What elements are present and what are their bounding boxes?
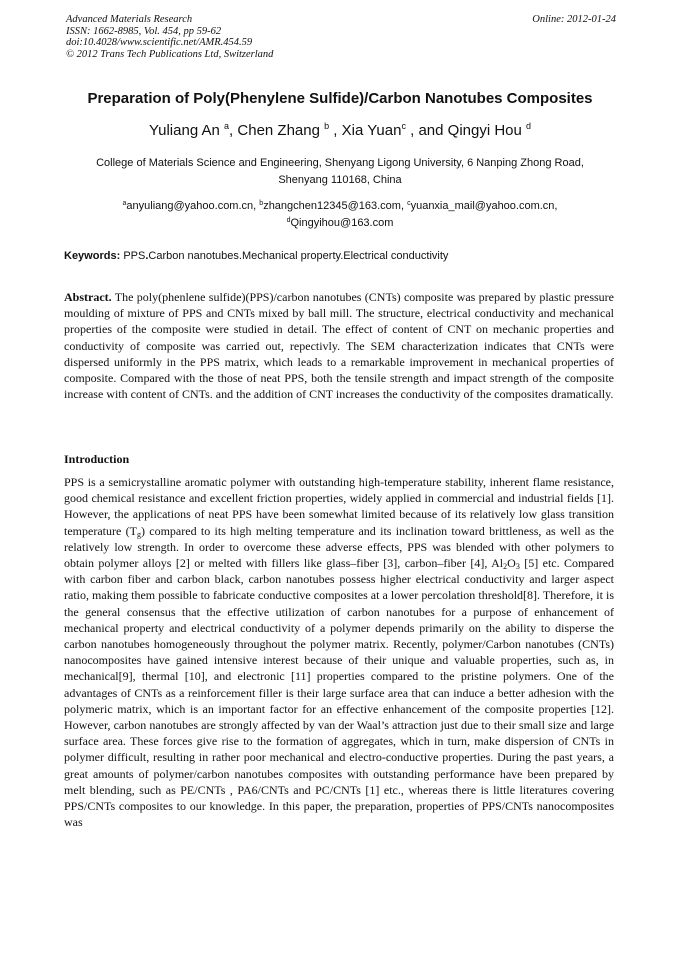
email-line bbox=[62, 214, 618, 231]
abstract-label: Abstract. bbox=[64, 290, 112, 304]
journal-header bbox=[66, 14, 616, 60]
email-mark: a bbox=[122, 200, 127, 207]
author-name: Chen Zhang bbox=[237, 122, 320, 139]
email-address: anyuliang@yahoo.com.cn, bbox=[126, 200, 257, 212]
al-subscript: 2 bbox=[503, 562, 508, 572]
email-line bbox=[62, 197, 618, 214]
email-mark: b bbox=[259, 200, 264, 207]
email-address: Qingyihou@163.com bbox=[290, 216, 394, 229]
keywords-label: Keywords: bbox=[64, 250, 121, 262]
journal-name: Advanced Materials Research bbox=[66, 14, 193, 25]
oxide-letter: O bbox=[507, 556, 516, 571]
keywords bbox=[64, 250, 620, 262]
issn-line: ISSN: 1662-8985, Vol. 454, pp 59-62 bbox=[66, 25, 222, 37]
author-mark: d bbox=[526, 121, 532, 131]
tg-subscript: g bbox=[136, 529, 141, 539]
author-mark: c bbox=[401, 121, 406, 131]
email-address: yuanxia_mail@yahoo.com.cn, bbox=[410, 200, 558, 212]
intro-text: PPS is a semicrystalline aromatic polymer with outstanding high-temperature stability, inherent flame resistance, good chemical resistance and excellent friction properties, widely applied in commercial and industrial fields [1]. However, the applications of neat PPS have been somewhat limited because of its relatively low glass transition temperature (T bbox=[64, 475, 614, 538]
author-name: Yuliang An bbox=[148, 122, 220, 139]
email-mark: c bbox=[407, 200, 411, 207]
affiliation-line: College of Materials Science and Engineering, Shenyang Ligong University, 6 Nanping Zhong Road, bbox=[96, 157, 584, 169]
author-name: and Qingyi Hou bbox=[418, 122, 522, 139]
email-mark: d bbox=[286, 216, 291, 224]
affiliation bbox=[62, 155, 618, 188]
o-subscript: 3 bbox=[515, 562, 520, 572]
author-mark: b bbox=[324, 121, 330, 131]
author-list: Yuliang An $^a$, Chen Zhang $^b$ , Xia Yuan$^c$ , and Qingyi Hou $^d$ bbox=[148, 121, 532, 139]
introduction-paragraph bbox=[64, 474, 614, 830]
email-address: zhangchen12345@163.com, bbox=[263, 200, 405, 212]
keywords-rest: Carbon nanotubes.Mechanical property.Electrical conductivity bbox=[148, 250, 449, 262]
affiliation-line: Shenyang 110168, China bbox=[278, 173, 402, 186]
intro-text: [5] etc. Compared with carbon fiber and carbon black, carbon nanotubes possess higher electrical conductivity and larger aspect ratio, making them possible to fabricate conductive composites at a lower percolation threshold[8]. Therefore, it is the general consensus that the effective utilization of carbon nanotubes for a purpose of enhancement of mechanical property and electrical conductivity of a polymer depends primarily on the ability to disperse the carbon nanotubes homogeneously throughout the polymer matrix. Recently, polymer/Carbon nanotubes (CNTs) nanocomposites have gained intensive interest because of their unique and valuable properties, such as, in mechanical[9], thermal [10], and electronic [11] properties compared to the pristine polymers. One of the advantages of CNTs as a reinforcement filler is their large surface area that can induce a better adhesion with the polymeric matrix, which is an important factor for an effective enhancement of the composite properties [12]. However, carbon nanotubes are strongly affected by van der Waal’s attraction just due to their small size and large surface area. These forces give rise to the formation of aggregates, which in turn, make dispersion of CNTs in polymer difficult, resulting in rather poor mechanical and electro-conductive properties. During the past years, a great amounts of polymer/carbon nanotubes composites with outstanding performance have been prepared by melt blending, such as PE/CNTs , PA6/CNTs and PC/CNTs [1] etc., whereas there is little literatures covering PPS/CNTs composites to our knowledge. In this paper, the preparation, properties of PPS/CNTs nanocomposites was bbox=[64, 556, 614, 830]
abstract-text: The poly(phenlene sulfide)(PPS)/carbon nanotubes (CNTs) composite was prepared by plastic pressure moulding of mixture of PPS and CNTs mixed by ball mill. The structure, electrical conductivity and mechanical properties of the composite were studied in detail. The effect of content of CNT on mechanic properties and conductivity of composite was carried out, repectivly. The SEM characterization indicates that CNTs were dispersed uniformly in the PPS matrix, which leads to a remarkable improvement in mechanical properties of composite. Compared with the those of neat PPS, both the tensile strength and impact strength of the composite increase with content of CNTs. and the addition of CNT increases the conductivity of the composites dramatically. bbox=[64, 290, 614, 402]
online-date: Online: 2012-01-24 bbox=[532, 14, 616, 25]
doi-line: doi:10.4028/www.scientific.net/AMR.454.59 bbox=[66, 37, 253, 49]
author-mark: a bbox=[224, 121, 230, 131]
author-name: Xia Yuan bbox=[341, 122, 402, 139]
intro-text: ) compared to its high melting temperature and its inclination toward brittleness, as well as the relatively low strength. In order to overcome these adverse effects, PPS was blended with other polymers to obtain polymer alloys [2] or melted with fillers like glass–fiber [3], carbon–fiber [4], Al bbox=[64, 523, 615, 571]
copyright-line: © 2012 Trans Tech Publications Ltd, Switzerland bbox=[66, 48, 274, 60]
keywords-text: PPS bbox=[123, 250, 146, 262]
section-heading-introduction: Introduction bbox=[64, 452, 130, 466]
paper-title: Preparation of Poly(Phenylene Sulfide)/Carbon Nanotubes Composites bbox=[87, 90, 593, 107]
abstract bbox=[64, 289, 614, 402]
email-list bbox=[62, 197, 618, 230]
keywords-separator: . bbox=[145, 250, 149, 262]
